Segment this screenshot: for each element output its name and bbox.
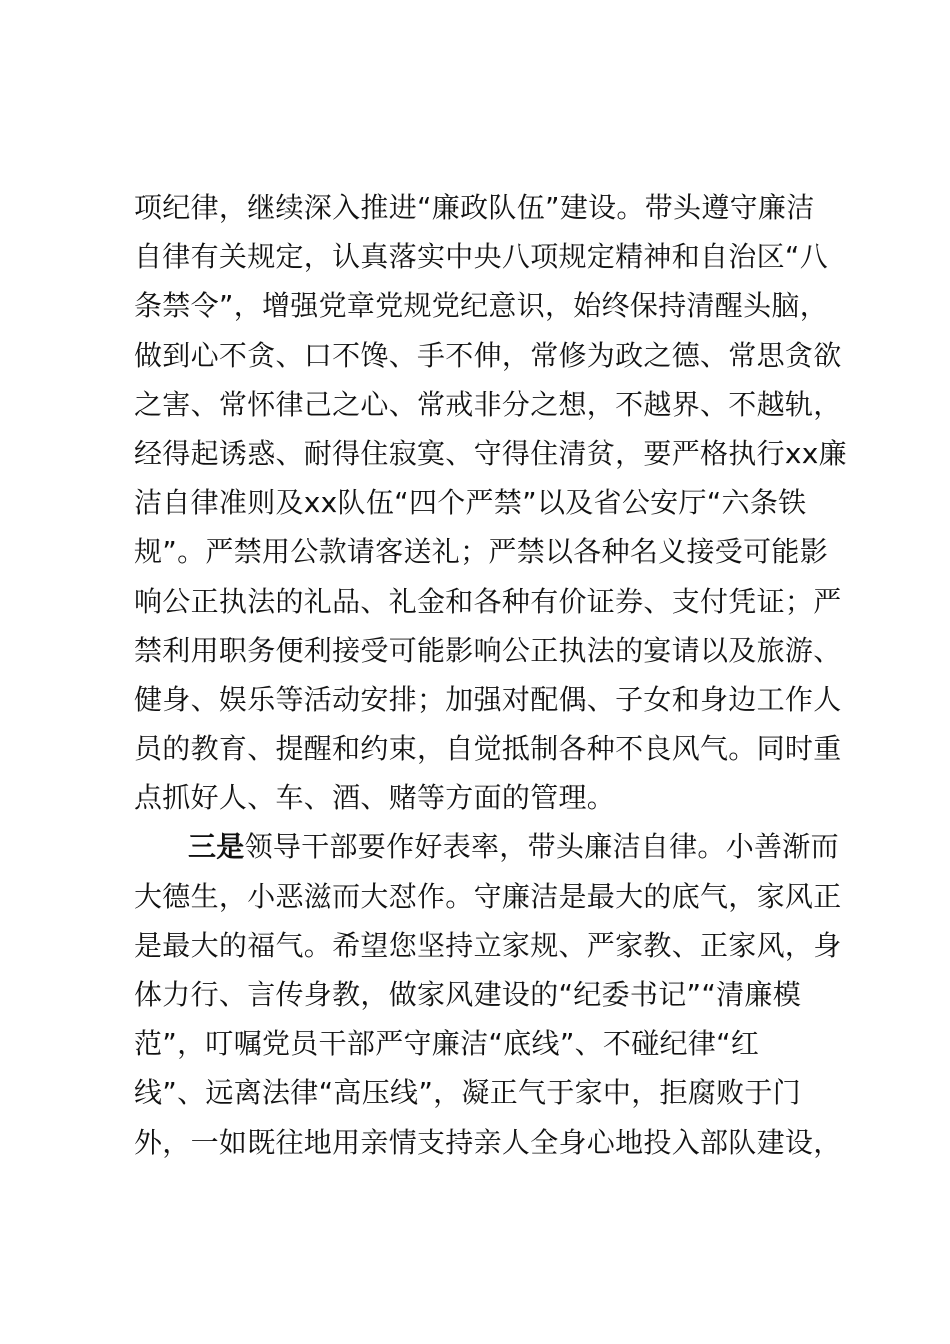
text-line: 做到心不贪、口不馋、手不伸，常修为政之德、常思贪欲: [134, 338, 842, 372]
text-span: 领导干部要作好表率，带头廉洁自律。小善渐而: [244, 830, 839, 864]
text-line: 响公正执法的礼品、礼金和各种有价证券、支付凭证；严: [134, 584, 842, 618]
body-text: [134, 183, 847, 1167]
text-line: 之害、常怀律己之心、常戒非分之想，不越界、不越轨，: [134, 387, 842, 421]
text-line: 线”、远离法律“高压线”，凝正气于家中，拒腐败于门: [134, 1076, 802, 1110]
text-line: 项纪律，继续深入推进“廉政队伍”建设。带头遵守廉洁: [134, 191, 815, 224]
text-line: 外，一如既往地用亲情支持亲人全身心地投入部队建设，: [134, 1125, 842, 1159]
text-line: 规”。严禁用公款请客送礼；严禁以各种名义接受可能影: [134, 535, 829, 569]
paragraph-lead: 三是: [188, 830, 245, 864]
text-line: 洁自律准则及xx队伍“四个严禁”以及省公安厅“六条铁: [134, 486, 807, 520]
paragraph-1: [134, 183, 847, 822]
text-line: 禁利用职务便利接受可能影响公正执法的宴请以及旅游、: [134, 633, 842, 667]
text-line: 经得起诱惑、耐得住寂寞、守得住清贫，要严格执行xx廉: [134, 436, 847, 470]
text-line: 自律有关规定，认真落实中央八项规定精神和自治区“八: [134, 240, 829, 274]
text-line: 范”，叮嘱党员干部严守廉洁“底线”、不碰纪律“红: [134, 1027, 760, 1061]
text-line: 大德生，小恶滋而大怼作。守廉洁是最大的底气，家风正: [134, 879, 842, 913]
text-line: 体力行、言传身教，做家风建设的“纪委书记”“清廉模: [134, 978, 802, 1011]
text-line: 点抓好人、车、酒、赌等方面的管理。: [134, 781, 616, 815]
paragraph-first-line: [134, 822, 839, 871]
paragraph-2: [134, 822, 842, 1166]
text-line: 条禁令”，增强党章党规党纪意识，始终保持清醒头脑，: [134, 289, 829, 323]
text-line: 是最大的福气。希望您坚持立家规、严家教、正家风，身: [134, 928, 842, 962]
text-line: 员的教育、提醒和约束，自觉抵制各种不良风气。同时重: [134, 732, 842, 766]
text-line: 健身、娱乐等活动安排；加强对配偶、子女和身边工作人: [134, 682, 842, 716]
